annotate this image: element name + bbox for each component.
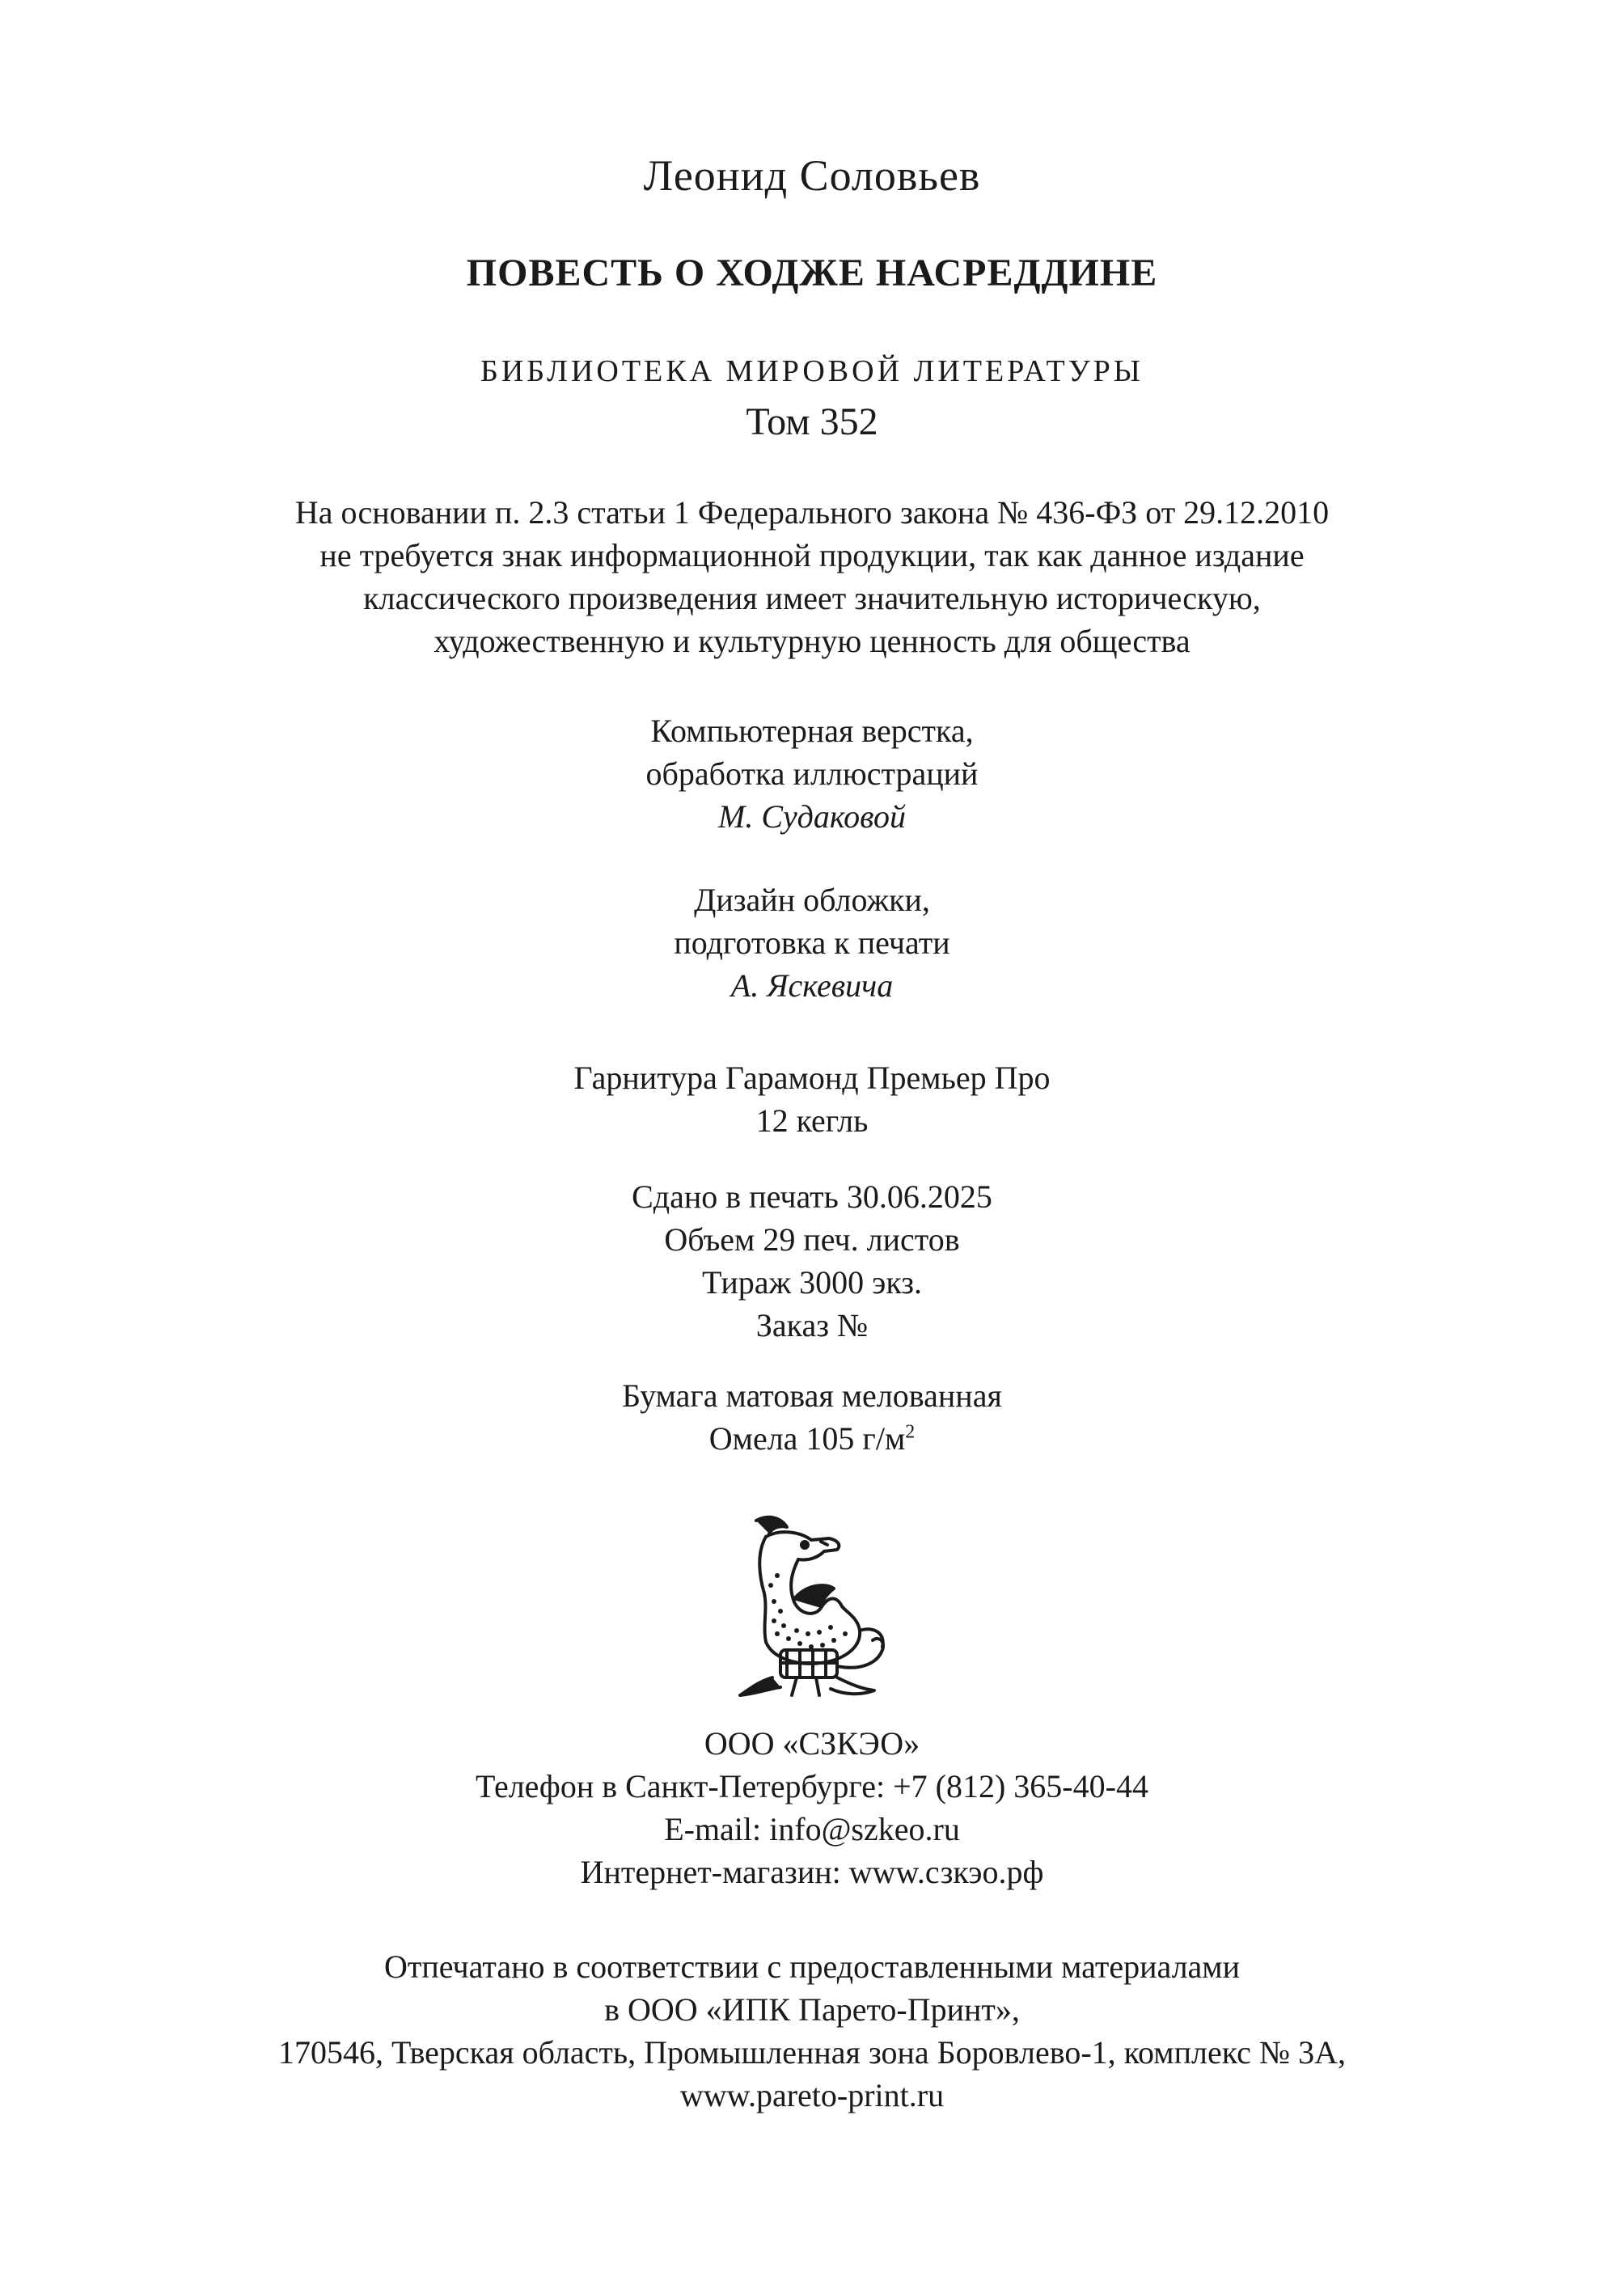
publisher-email: E-mail: info@szkeo.ru: [664, 1811, 960, 1847]
legal-notice-line: На основании п. 2.3 статьи 1 Федерального закона № 436-ФЗ от 29.12.2010: [294, 494, 1330, 531]
legal-notice-line: классического произведения имеет значительную историческую,: [363, 580, 1261, 616]
book-title: ПОВЕСТЬ О ХОДЖЕ НАСРЕДДИНЕ: [466, 252, 1158, 294]
typeface-size: 12 кегль: [755, 1102, 869, 1139]
printer-line: в ООО «ИПК Парето-Принт»,: [604, 1991, 1020, 2028]
series-name: БИБЛИОТЕКА МИРОВОЙ ЛИТЕРАТУРЫ: [480, 354, 1144, 388]
paper-weight-value: Омела 105 г/м: [708, 1420, 906, 1457]
cover-credit-role: подготовка к печати: [674, 924, 950, 961]
print-run: Тираж 3000 экз.: [701, 1264, 923, 1301]
paper-weight: [0, 1420, 1624, 1457]
series-volume: Том 352: [746, 400, 878, 443]
printer-website: www.pareto-print.ru: [679, 2077, 945, 2113]
layout-credit-name: М. Судаковой: [718, 798, 906, 835]
typeface-font: Гарнитура Гарамонд Премьер Про: [573, 1060, 1051, 1096]
publisher-phone: Телефон в Санкт-Петербурге: +7 (812) 365-40-44: [476, 1768, 1148, 1804]
cover-credit-role: Дизайн обложки,: [694, 882, 930, 918]
griffin-publisher-mark-icon: [724, 1504, 902, 1707]
print-volume: Объем 29 печ. листов: [664, 1221, 960, 1258]
printer-address: 170546, Тверская область, Промышленная зона Боровлево-1, комплекс № 3А,: [278, 2034, 1346, 2071]
legal-notice-line: художественную и культурную ценность для общества: [433, 623, 1191, 659]
paper-weight-superscript: 2: [905, 1421, 916, 1443]
layout-credit-role: Компьютерная верстка,: [650, 713, 974, 749]
sent-to-print: Сдано в печать 30.06.2025: [632, 1178, 992, 1215]
author-name: Леонид Соловьев: [643, 151, 981, 200]
layout-credit-role: обработка иллюстраций: [645, 755, 979, 792]
order-number: Заказ №: [755, 1307, 869, 1343]
printer-line: Отпечатано в соответствии с предоставленными материалами: [383, 1948, 1241, 1985]
publisher-shop: Интернет-магазин: www.сзкэо.рф: [580, 1854, 1044, 1890]
cover-credit-name: А. Яскевича: [730, 967, 894, 1004]
legal-notice-line: не требуется знак информационной продукции, так как данное издание: [319, 537, 1305, 573]
paper-type: Бумага матовая мелованная: [622, 1377, 1002, 1414]
publisher-name: ООО «СЗКЭО»: [704, 1725, 920, 1762]
